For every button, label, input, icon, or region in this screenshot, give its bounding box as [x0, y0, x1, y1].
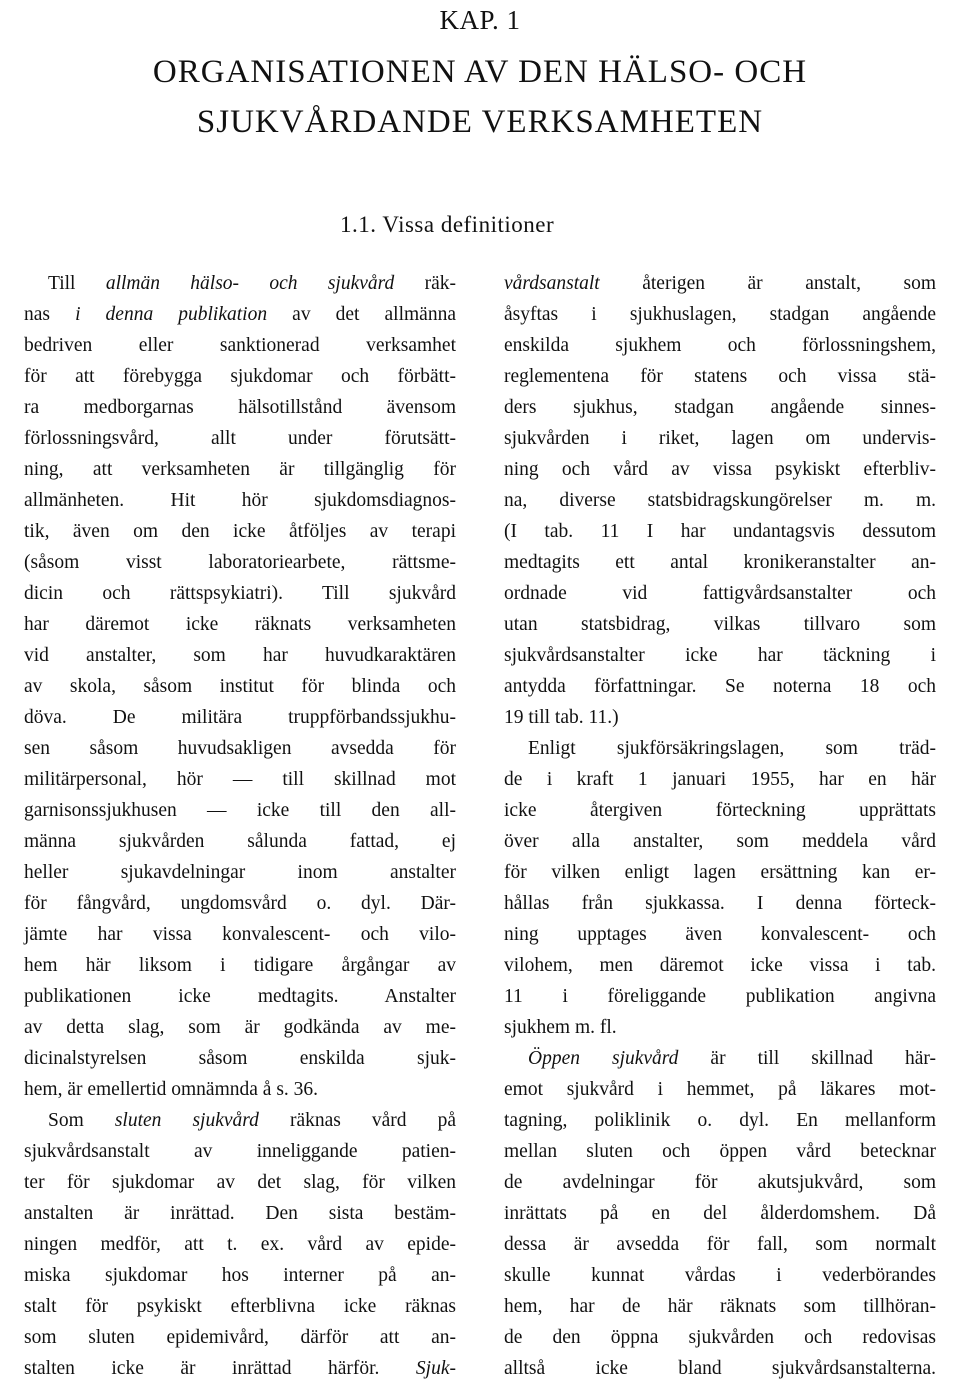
text-line: hem, har de här räknats som tillhöran-	[504, 1296, 936, 1317]
text-line: Enligt sjukförsäkringslagen, som träd-	[528, 738, 936, 759]
text-line: dicinalstyrelsen såsom enskilda sjuk-	[24, 1048, 456, 1069]
text-line: har däremot icke räknats verksamheten	[24, 614, 456, 635]
text-line: Öppen sjukvård är till skillnad här-	[528, 1048, 936, 1069]
text-line: sjukvården i riket, lagen om undervis-	[504, 428, 936, 449]
text-line: vårdsanstalt återigen är anstalt, som	[504, 273, 936, 294]
text-line: sjukhem m. fl.	[504, 1017, 617, 1038]
text-line: för att förebygga sjukdomar och förbätt-	[24, 366, 456, 387]
text-line: garnisonssjukhusen — icke till den all-	[24, 800, 456, 821]
text-line: stalten icke är inrättad härför. Sjuk-	[24, 1358, 456, 1379]
text-line: vilohem, men däremot icke vissa i tab.	[504, 955, 936, 976]
text-line: nas i denna publikation av det allmänna	[24, 304, 456, 325]
text-line: bedriven eller sanktionerad verksamhet	[24, 335, 456, 356]
text-line: ter för sjukdomar av det slag, för vilken	[24, 1172, 456, 1193]
text-line: miska sjukdomar hos interner på an-	[24, 1265, 456, 1286]
text-line: åsyftas i sjukhuslagen, stadgan angående	[504, 304, 936, 325]
text-line: Till allmän hälso- och sjukvård räk-	[48, 273, 456, 294]
text-line: hem här liksom i tidigare årgångar av	[24, 955, 456, 976]
text-line: tik, även om den icke åtföljes av terapi	[24, 521, 456, 542]
text-line: medtagits ett antal kronikeranstalter an-	[504, 552, 936, 573]
text-line: de i kraft 1 januari 1955, har en här	[504, 769, 936, 790]
text-line: alltså icke bland sjukvårdsanstalterna.	[504, 1358, 936, 1379]
left-text-column	[24, 268, 456, 1384]
text-line: reglementena för statens och vissa stä-	[504, 366, 936, 387]
text-line: (I tab. 11 I har undantagsvis dessutom	[504, 521, 936, 542]
section-heading: 1.1. Vissa definitioner	[340, 212, 555, 237]
text-line: för vilken enligt lagen ersättning kan er-	[504, 862, 936, 883]
text-line: hållas från sjukkassa. I denna förteck-	[504, 893, 936, 914]
chapter-title-line-2: SJUKVÅRDANDE VERKSAMHETEN	[196, 104, 764, 140]
text-line: mellan sluten och öppen vård betecknar	[504, 1141, 936, 1162]
text-line: av detta slag, som är godkända av me-	[24, 1017, 456, 1038]
text-line: ning upptages även konvalescent- och	[504, 924, 936, 945]
text-line: inrättats på en del ålderdomshem. Då	[504, 1203, 936, 1224]
text-line: vid anstalter, som har huvudkaraktären	[24, 645, 456, 666]
text-line: förlossningsvård, allt under förutsätt-	[24, 428, 456, 449]
text-line: ders sjukhus, stadgan angående sinnes-	[504, 397, 936, 418]
text-line: jämte har vissa konvalescent- och vilo-	[24, 924, 456, 945]
text-line: Som sluten sjukvård räknas vård på	[48, 1110, 457, 1131]
chapter-title-line-1: ORGANISATIONEN AV DEN HÄLSO- OCH	[152, 54, 808, 90]
text-line: 11 i föreliggande publikation angivna	[504, 986, 936, 1007]
text-line: antydda författningar. Se noterna 18 och	[504, 676, 936, 697]
right-text-column	[504, 268, 936, 1384]
text-line: hem, är emellertid omnämnda å s. 36.	[24, 1079, 319, 1100]
text-line: sen såsom huvudsakligen avsedda för	[24, 738, 456, 759]
text-line: allmänheten. Hit hör sjukdomsdiagnos-	[24, 490, 456, 511]
text-line: heller sjukavdelningar inom anstalter	[24, 862, 456, 883]
text-line: sjukvårdsanstalter icke har täckning i	[504, 645, 936, 666]
text-line: enskilda sjukhem och förlossningshem,	[504, 335, 936, 356]
text-line: emot sjukvård i hemmet, på läkares mot-	[504, 1079, 936, 1100]
text-line: av skola, såsom institut för blinda och	[24, 676, 456, 697]
text-line: sjukvårdsanstalt av inneliggande patien-	[24, 1141, 456, 1162]
text-line: över alla anstalter, som meddela vård	[504, 831, 936, 852]
text-line: ning, att verksamheten är tillgänglig för	[24, 459, 456, 480]
text-line: skulle kunnat vårdas i vederbörandes	[504, 1265, 936, 1286]
text-line: utan statsbidrag, vilkas tillvaro som	[504, 614, 936, 635]
text-line: döva. De militära truppförbandssjukhu-	[24, 707, 456, 728]
text-line: ordnade vid fattigvårdsanstalter och	[504, 583, 936, 604]
text-line: tagning, poliklinik o. dyl. En mellanform	[504, 1110, 936, 1131]
text-line: publikationen icke medtagits. Anstalter	[24, 986, 456, 1007]
text-line: (såsom visst laboratoriearbete, rättsme-	[24, 552, 456, 573]
text-line: männa sjukvården sålunda fattad, ej	[24, 831, 456, 852]
text-line: ning och vård av vissa psykiskt efterbliv-	[504, 459, 936, 480]
text-line: de avdelningar för akutsjukvård, som	[504, 1172, 936, 1193]
text-line: ra medborgarnas hälsotillstånd ävensom	[24, 397, 456, 418]
text-line: stalt för psykiskt efterblivna icke räknas	[24, 1296, 456, 1317]
text-line: na, diverse statsbidragskungörelser m. m.	[504, 490, 936, 511]
text-line: de den öppna sjukvården och redovisas	[504, 1327, 936, 1348]
text-line: dessa är avsedda för fall, som normalt	[504, 1234, 936, 1255]
text-line: dicin och rättspsykiatri). Till sjukvård	[24, 583, 456, 604]
text-line: för fångvård, ungdomsvård o. dyl. Där-	[24, 893, 456, 914]
text-line: militärpersonal, hör — till skillnad mot	[24, 769, 456, 790]
chapter-heading: KAP. 1	[439, 5, 521, 35]
text-line: anstalten är inrättad. Den sista bestäm-	[24, 1203, 456, 1224]
text-line: som sluten epidemivård, därför att an-	[24, 1327, 456, 1348]
text-line: ningen medför, att t. ex. vård av epide-	[24, 1234, 456, 1255]
text-line: 19 till tab. 11.)	[504, 707, 619, 728]
text-line: icke återgiven förteckning upprättats	[504, 800, 936, 821]
